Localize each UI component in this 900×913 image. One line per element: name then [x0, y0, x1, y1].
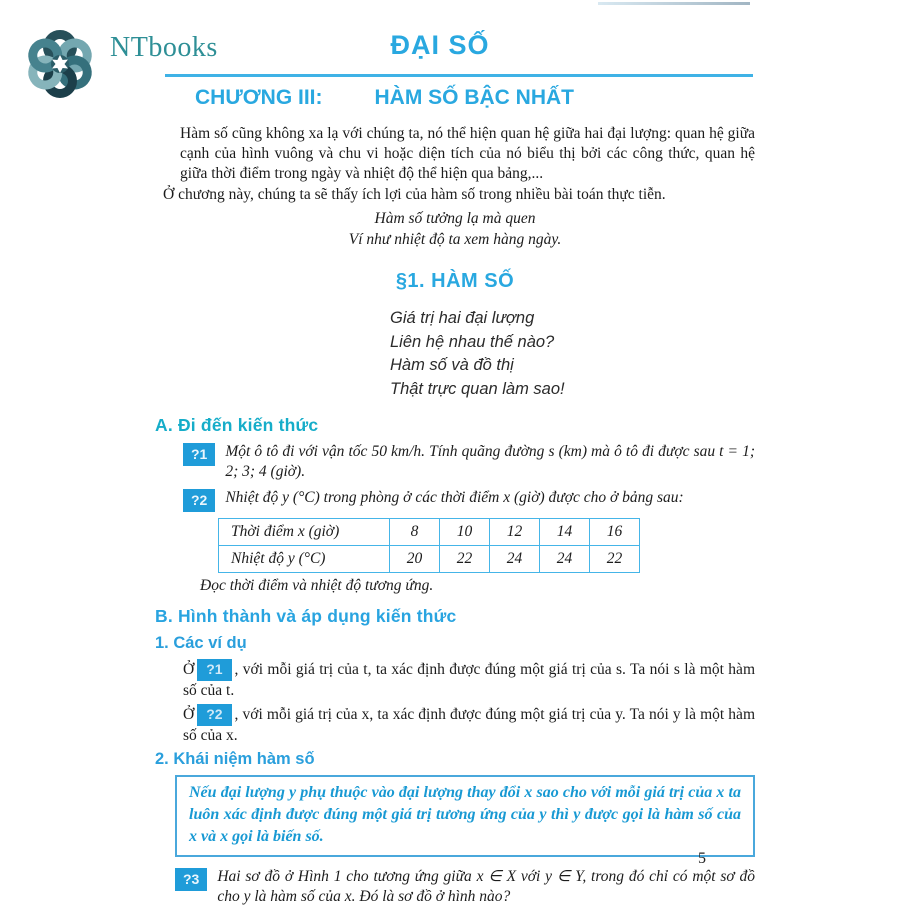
question-1-text: Một ô tô đi với vận tốc 50 km/h. Tính quãng đường s (km) mà ô tô đi được sau t = 1; 2; 3; 4 (giờ).	[225, 443, 755, 480]
table-cell: 10	[440, 519, 490, 546]
table-cell: 14	[540, 519, 590, 546]
part-a-heading: A. Đi đến kiến thức	[155, 415, 319, 435]
example-1-badge: ?1	[197, 659, 231, 681]
table-cell: 8	[390, 519, 440, 546]
definition-box: Nếu đại lượng y phụ thuộc vào đại lượng thay đổi x sao cho với mỗi giá trị của x ta luôn xác định được đúng một giá trị tương ứng của y thì y được gọi là hàm số của x và x gọi là biến số.	[175, 775, 755, 857]
poem-line: Giá trị hai đại lượng	[390, 309, 535, 327]
chapter-heading	[195, 86, 574, 110]
verse-line: Ví như nhiệt độ ta xem hàng ngày.	[348, 231, 562, 248]
example-1-text: , với mỗi giá trị của t, ta xác định được đúng một giá trị của s. Ta nói s là một hàm số của t.	[183, 661, 755, 699]
temperature-table	[218, 518, 640, 573]
subsection-2-heading: 2. Khái niệm hàm số	[155, 750, 315, 768]
table-cell: 20	[390, 546, 440, 573]
table-cell: 22	[590, 546, 640, 573]
section-1-title: §1. HÀM SỐ	[395, 270, 515, 292]
part-b-heading: B. Hình thành và áp dụng kiến thức	[155, 606, 457, 626]
chapter-title: HÀM SỐ BẬC NHẤT	[374, 86, 574, 109]
example-1-prefix: Ở	[183, 661, 195, 678]
question-3-text: Hai sơ đồ ở Hình 1 cho tương ứng giữa x ∈ X với y ∈ Y, trong đó chỉ có một sơ đồ cho y là hàm số của x. Đó là sơ đồ ở hình nào?	[217, 868, 755, 905]
example-2-text: , với mỗi giá trị của x, ta xác định được đúng một giá trị của y. Ta nói y là một hàm số của x.	[183, 706, 755, 744]
table-row	[219, 519, 640, 546]
chapter-label: CHƯƠNG III:	[195, 86, 323, 109]
table-cell: 24	[540, 546, 590, 573]
question-1	[183, 442, 755, 482]
page-content	[155, 124, 755, 913]
intro-paragraph-1: Hàm số cũng không xa lạ với chúng ta, nó thể hiện quan hệ giữa hai đại lượng: quan hệ giữa cạnh của hình vuông và chu vi hoặc diện tích của nó biểu thị bởi các công thức, quan hệ giữa thời điểm trong ngày và nhiệt độ thể hiện qua bảng,...	[180, 125, 755, 182]
question-3-badge: ?3	[175, 868, 207, 891]
table-cell: 22	[440, 546, 490, 573]
intro-verse	[155, 208, 755, 250]
page-number: 5	[698, 850, 706, 867]
question-2-text: Nhiệt độ y (°C) trong phòng ở các thời điểm x (giờ) được cho ở bảng sau:	[225, 489, 684, 506]
question-1-badge: ?1	[183, 443, 215, 466]
question-2-badge: ?2	[183, 489, 215, 512]
question-3	[175, 867, 755, 907]
table-row	[219, 546, 640, 573]
verse-line: Hàm số tưởng lạ mà quen	[374, 210, 536, 227]
title-underline	[165, 74, 753, 77]
subsection-1-heading: 1. Các ví dụ	[155, 634, 247, 652]
poem-line: Liên hệ nhau thế nào?	[390, 332, 555, 351]
example-2-badge: ?2	[197, 704, 231, 726]
table-cell: 24	[490, 546, 540, 573]
example-2-paragraph	[183, 704, 755, 746]
table-row-label: Thời điểm x (giờ)	[219, 519, 390, 546]
table-cell: 16	[590, 519, 640, 546]
logo-text: NTbooks	[110, 32, 218, 63]
question-2	[183, 488, 755, 512]
table-caption: Đọc thời điểm và nhiệt độ tương ứng.	[200, 577, 434, 594]
section-poem	[390, 307, 755, 401]
table-row-label: Nhiệt độ y (°C)	[219, 546, 390, 573]
example-2-prefix: Ở	[183, 706, 195, 723]
poem-line: Thật trực quan làm sao!	[390, 379, 565, 398]
scan-edge-artifact	[598, 2, 750, 5]
page-title: ĐẠI SỐ	[390, 30, 490, 60]
poem-line: Hàm số và đồ thị	[390, 356, 514, 374]
table-cell: 12	[490, 519, 540, 546]
example-1-paragraph	[183, 659, 755, 701]
intro-paragraph-2: Ở chương này, chúng ta sẽ thấy ích lợi của hàm số trong nhiều bài toán thực tiễn.	[163, 186, 666, 203]
